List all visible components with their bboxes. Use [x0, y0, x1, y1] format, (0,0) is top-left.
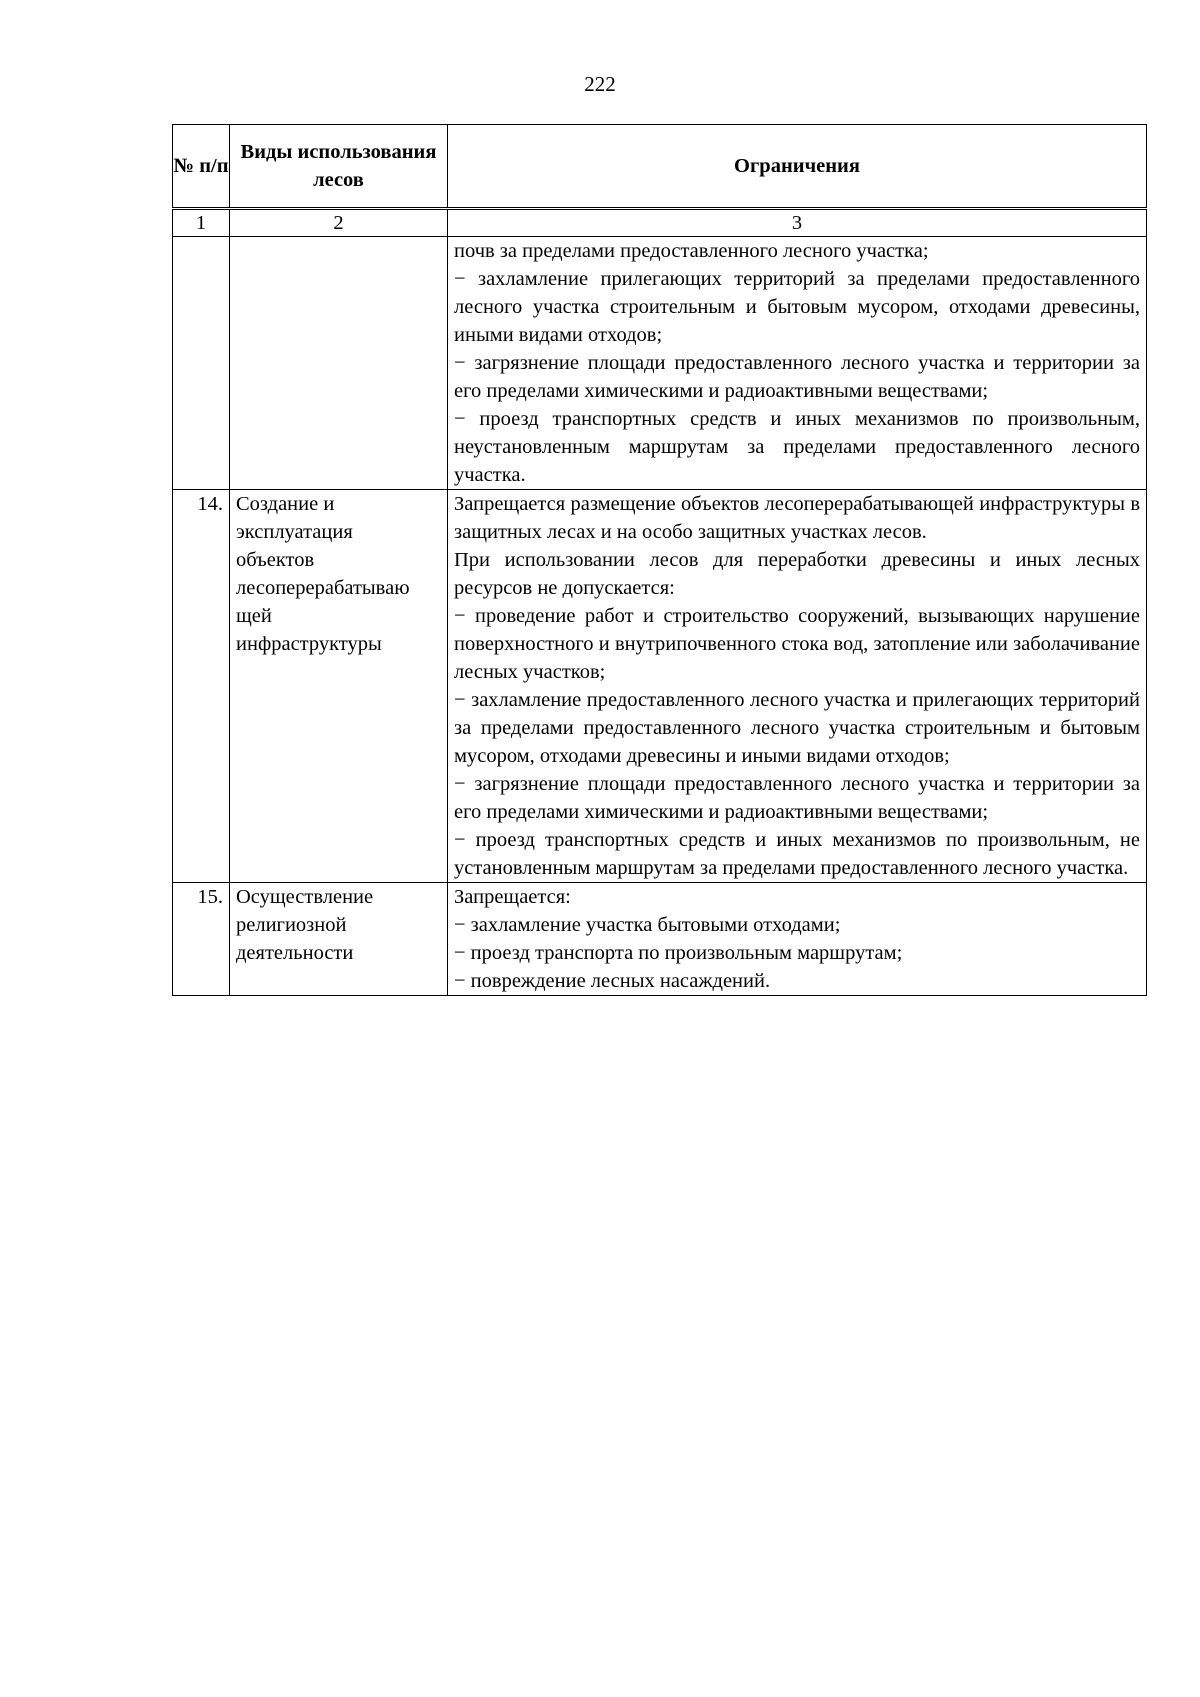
header-number — [173, 125, 230, 209]
restriction-paragraph: При использовании лесов для переработки древесины и иных лесных ресурсов не допускается: — [454, 549, 1140, 599]
forest-use-line: эксплуатация — [236, 521, 353, 543]
header-number-label: № п/п — [173, 155, 229, 177]
restriction-paragraph: Запрещается: — [454, 886, 571, 908]
forest-use-line: Создание и — [236, 493, 335, 515]
column-number-2: 2 — [230, 209, 448, 237]
restriction-paragraph: − загрязнение площади предоставленного лесного участка и территории за его пределами химическими и радиоактивными веществами; — [454, 352, 1140, 402]
restriction-paragraph: Запрещается размещение объектов лесоперерабатывающей инфраструктуры в защитных лесах и на особо защитных участках лесов. — [454, 493, 1140, 543]
forest-use-line: инфраструктуры — [236, 633, 382, 655]
restriction-paragraph: − загрязнение площади предоставленного лесного участка и территории за его пределами химическими и радиоактивными веществами; — [454, 773, 1140, 823]
restriction-paragraph: − повреждение лесных насаждений. — [454, 970, 771, 992]
row-number-cell: 15. — [173, 883, 230, 996]
forest-use-line: объектов — [236, 549, 315, 571]
restriction-paragraph: − захламление участка бытовыми отходами; — [454, 914, 841, 936]
table-row — [173, 883, 1147, 996]
restrictions-cell — [448, 490, 1147, 883]
column-number-3: 3 — [448, 209, 1147, 237]
restrictions-table — [172, 124, 1147, 996]
table-row — [173, 490, 1147, 883]
restriction-paragraph: − захламление прилегающих территорий за пределами предоставленного лесного участка строительным и бытовым мусором, отходами древесины, иными видами отходов; — [454, 268, 1140, 346]
forest-use-cell — [230, 490, 448, 883]
restrictions-cell — [448, 237, 1147, 490]
restriction-paragraph: − проведение работ и строительство сооружений, вызывающих нарушение поверхностного и внутрипочвенного стока вод, затопление или заболачивание лесных участков; — [454, 605, 1140, 683]
header-forest-use-label: Виды использования лесов — [240, 141, 437, 191]
page-number: 222 — [584, 72, 616, 96]
row-number-cell: 14. — [173, 490, 230, 883]
forest-use-line: щей — [236, 605, 272, 627]
restriction-paragraph: − проезд транспортных средств и иных механизмов по произвольным, не установленным маршрутам за пределами предоставленного лесного участка. — [454, 829, 1140, 879]
column-number-1: 1 — [173, 209, 230, 237]
restriction-paragraph: − проезд транспортных средств и иных механизмов по произвольным, неустановленным маршрутам за пределами предоставленного лесного участка. — [454, 408, 1140, 486]
table-row — [173, 237, 1147, 490]
forest-use-cell — [230, 237, 448, 490]
header-restrictions-label: Ограничения — [734, 155, 860, 177]
row-number-cell — [173, 237, 230, 490]
table-header-row — [173, 125, 1147, 209]
restriction-paragraph: почв за пределами предоставленного лесного участка; — [454, 240, 929, 262]
forest-use-line: лесоперерабатываю — [236, 577, 410, 599]
forest-use-line: Осуществление — [236, 886, 374, 908]
table-body — [173, 237, 1147, 996]
restriction-paragraph: − захламление предоставленного лесного участка и прилегающих территорий за пределами предоставленного лесного участка строительным и бытовым мусором, отходами древесины и иными видами отходов; — [454, 689, 1140, 767]
forest-use-cell — [230, 883, 448, 996]
restriction-paragraph: − проезд транспорта по произвольным маршрутам; — [454, 942, 903, 964]
forest-use-line: религиозной — [236, 914, 347, 936]
header-forest-use — [230, 125, 448, 209]
restrictions-cell — [448, 883, 1147, 996]
header-restrictions — [448, 125, 1147, 209]
column-number-row — [173, 209, 1147, 237]
forest-use-line: деятельности — [236, 942, 354, 964]
